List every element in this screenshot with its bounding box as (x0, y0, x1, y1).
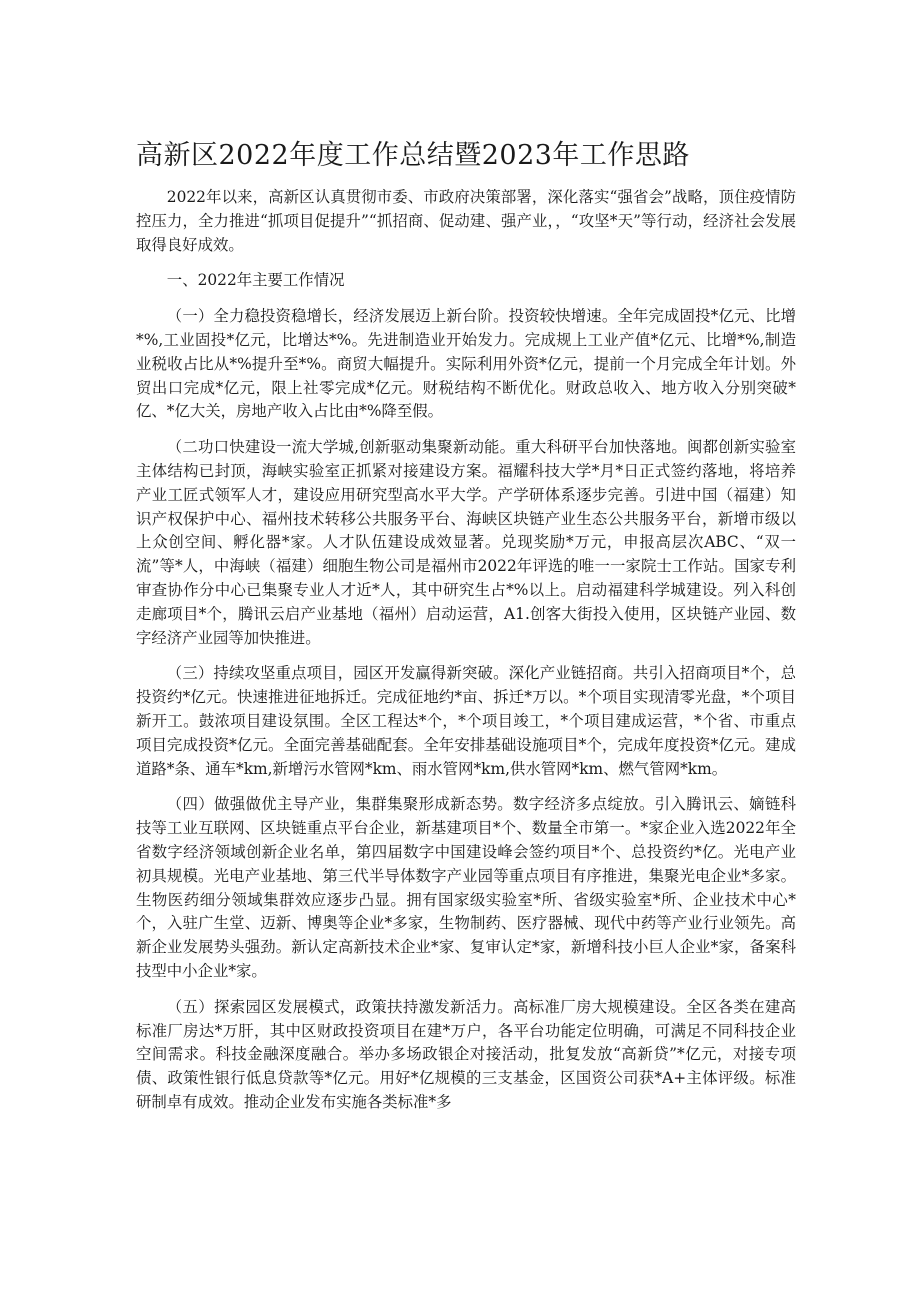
body-paragraph-1: （一）全力稳投资稳增长，经济发展迈上新台阶。投资较快增速。全年完成固投*亿元、比增*%,工业固投*亿元，比增达*%。先进制造业开始发力。完成规上工业产值*亿元、比增*%,制造业税收占比从*%提升至*%。商贸大幅提升。实际利用外资*亿元，提前一个月完成全年计划。外贸出口完成*亿元，限上社零完成*亿元。财税结构不断优化。财政总收入、地方收入分别突破*亿、*亿大关，房地产收入占比由*%降至假。 (136, 307, 796, 421)
body-paragraph-5: （五）探索园区发展模式，政策扶持激发新活力。高标准厂房大规模建设。全区各类在建高标准厂房达*万肝，其中区财政投资项目在建*万户，各平台功能定位明确，可满足不同科技企业空间需求。科技金融深度融合。举办多场政银企对接活动，批复发放“高新贷”*亿元，对接专项债、政策性银行低息贷款等*亿元。用好*亿规模的三支基金，区国资公司获*A+主体评级。标准研制卓有成效。推动企业发布实施各类标准*多 (136, 997, 796, 1111)
document-page (136, 138, 796, 1127)
body-paragraph-3: （三）持续攻坚重点项目，园区开发赢得新突破。深化产业链招商。共引入招商项目*个，总投资约*亿元。快速推进征地拆迁。完成征地约*亩、拆迁*万以。*个项目实现清零光盘，*个项目新开工。鼓浓项目建设氛围。全区工程达*个，*个项目竣工，*个项目建成运营，*个省、市重点项目完成投资*亿元。全面完善基础配套。全年安排基础设施项目*个，完成年度投资*亿元。建成道路*条、通车*km,新增污水管网*km、雨水管网*km,供水管网*km、燃气管网*km。 (136, 664, 796, 778)
body-paragraph-2: （二功口快建设一流大学城,创新驱动集聚新动能。重大科研平台加快落地。闽都创新实验室主体结构已封顶，海峡实验室正抓紧对接建设方案。福耀科技大学*月*日正式签约落地，将培养产业工匠式领军人才，建设应用研究型高水平大学。产学研体系逐步完善。引进中国（福建）知识产权保护中心、福州技术转移公共服务平台、海峡区块链产业生态公共服务平台，新增市级以上众创空间、孵化器*家。人才队伍建设成效显著。兑现奖励*万元，申报高层次ABC、“双一流”等*人，中海峡（福建）细胞生物公司是福州市2022年评选的唯一一家院士工作站。国家专利审查协作分中心已集聚专业人才近*人，其中研究生占*%以上。启动福建科学城建设。列入科创走廊项目*个，腾讯云启产业基地（福州）启动运营，A1.创客大街投入使用，区块链产业园、数字经济产业园等加快推进。 (136, 438, 796, 647)
body-paragraph-4: （四）做强做优主导产业，集群集聚形成新态势。数字经济多点绽放。引入腾讯云、嫡链科技等工业互联网、区块链重点平台企业，新基建项目*个、数量全市第一。*家企业入选2022年全省数字经济领域创新企业名单，第四届数字中国建设峰会签约项目*个、总投资约*亿。光电产业初具规模。光电产业基地、第三代半导体数字产业园等重点项目有序推进，集聚光电企业*多家。生物医药细分领域集群效应逐步凸显。拥有国家级实验室*所、省级实验室*所、企业技术中心*个，入驻广生堂、迈新、博奥等企业*多家，生物制药、医疗器械、现代中药等产业行业领先。高新企业发展势头强劲。新认定高新技术企业*家、复审认定*家，新增科技小巨人企业*家，备案科技型中小企业*家。 (136, 795, 796, 980)
document-title: 高新区2022年度工作总结暨2023年工作思路 (136, 140, 690, 171)
section-heading: 一、2022年主要工作情况 (166, 271, 345, 290)
intro-paragraph: 2022年以来，高新区认真贯彻市委、市政府决策部署，深化落实“强省会”战略，顶住疫情防控压力，全力推进“抓项目促提升”“抓招商、促动建、强产业，，“攻坚*天”等行动，经济社会发展取得良好成效。 (136, 188, 796, 254)
